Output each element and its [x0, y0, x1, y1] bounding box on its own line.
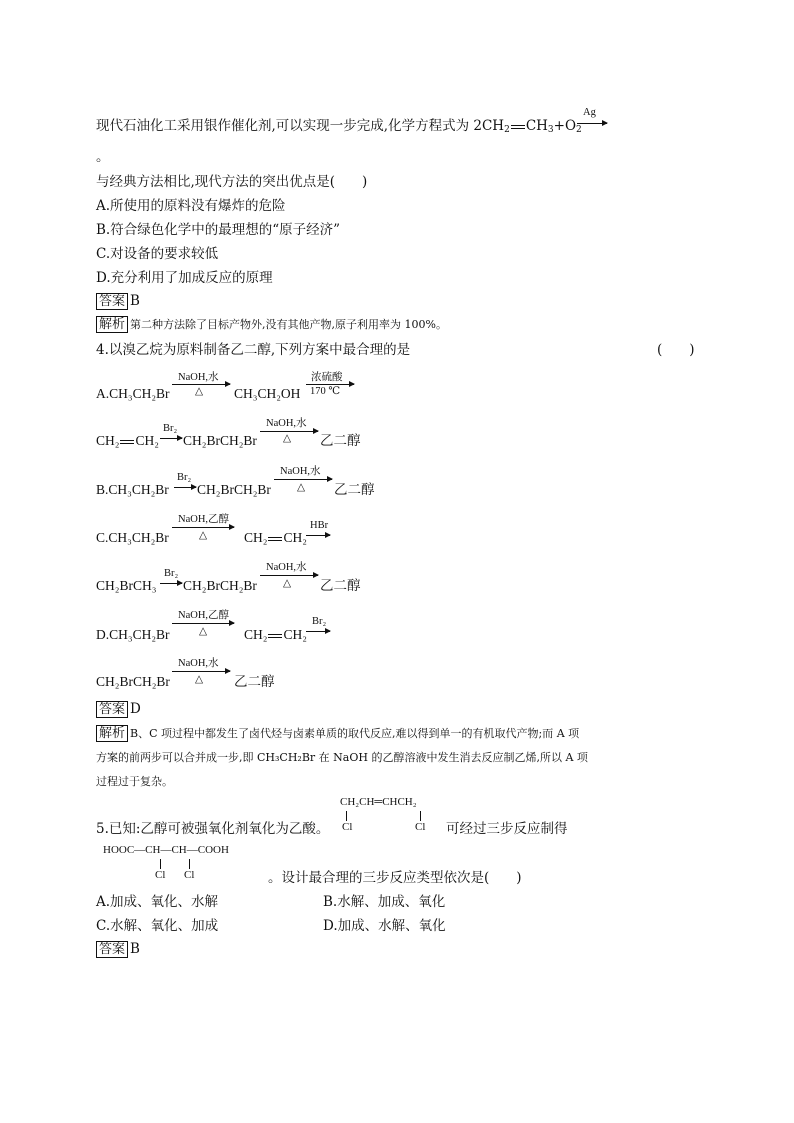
- reaction-arrow: [306, 631, 330, 632]
- q4-d-start: D.CH₃CH₂Br: [96, 627, 170, 642]
- q4-a2-line: CH₂ CH₂: [96, 433, 159, 448]
- reaction-arrow: [260, 575, 318, 576]
- reaction-arrow: [577, 123, 607, 124]
- q5-answer: 答案 B: [96, 940, 140, 958]
- q3-option-a: A.所使用的原料没有爆炸的危险: [96, 198, 286, 214]
- q5-option-c: C.水解、氧化、加成: [96, 918, 219, 934]
- answer-tag: 答案: [96, 701, 128, 718]
- q4-answer: 答案 D: [96, 700, 141, 718]
- q4-answer-paren: ( ): [657, 342, 695, 358]
- q4-c2-start: CH₂BrCH₃: [96, 578, 157, 593]
- reaction-arrow: [274, 479, 332, 480]
- q5-option-d: D.加成、水解、氧化: [323, 918, 446, 934]
- answer-tag: 答案: [96, 941, 128, 958]
- reaction-arrow: [160, 583, 182, 584]
- q4-analysis-3: 过程过于复杂。: [96, 775, 173, 788]
- analysis-tag: 解析: [96, 725, 128, 742]
- q5-option-a: A.加成、氧化、水解: [96, 894, 219, 910]
- reaction-arrow: [172, 623, 234, 624]
- q4-b-start: B.CH₃CH₂Br: [96, 482, 169, 497]
- reaction-arrow: [174, 487, 196, 488]
- q3-period: 。: [96, 149, 110, 165]
- q5-stem-c: 。设计最合理的三步反应类型依次是( ): [268, 870, 522, 886]
- reaction-arrow: [172, 527, 234, 528]
- q4-c-ethylene: CH₂ CH₂: [244, 530, 307, 545]
- q3-answer: 答案 B: [96, 292, 140, 310]
- reaction-arrow: [306, 535, 330, 536]
- q4-analysis-2: 方案的前两步可以合并成一步,即 CH₃CH₂Br 在 NaOH 的乙醇溶液中发生消去反应制乙烯,所以 A 项: [96, 751, 588, 764]
- q5-stem-b: 可经过三步反应制得: [446, 821, 568, 837]
- q4-c-start: C.CH₃CH₂Br: [96, 530, 169, 545]
- q4-a-start: A.CH₃CH₂Br: [96, 386, 170, 401]
- q4-d-ethylene: CH₂ CH₂: [244, 627, 307, 642]
- answer-tag: 答案: [96, 293, 128, 310]
- q5-option-b: B.水解、加成、氧化: [323, 894, 446, 910]
- q3-option-d: D.充分利用了加成反应的原理: [96, 270, 273, 286]
- q3-equation-line: 现代石油化工采用银作催化剂,可以实现一步完成,化学方程式为 $2CH_2$ $CH_3+O_2$: [96, 118, 582, 135]
- reaction-arrow: [160, 438, 182, 439]
- q5-struct2: HOOC—CH—CH—COOH: [103, 844, 229, 856]
- q4-d2-start: CH₂BrCH₂Br: [96, 674, 170, 689]
- q5-struct1: CH₂CH═CHCH₂: [340, 796, 417, 808]
- double-bond: [511, 125, 525, 129]
- analysis-tag: 解析: [96, 316, 128, 333]
- q4-a-mid: CH₃CH₂OH: [234, 386, 301, 401]
- q3-analysis: 解析 第二种方法除了目标产物外,没有其他产物,原子利用率为 100%。: [96, 316, 447, 334]
- reaction-arrow: [172, 671, 230, 672]
- q3-option-c: C.对设备的要求较低: [96, 246, 219, 262]
- ag-catalyst-label: Ag: [583, 107, 596, 118]
- q4-stem: 4.以溴乙烷为原料制备乙二醇,下列方案中最合理的是: [96, 342, 411, 358]
- q4-analysis-1: 解析 B、C 项过程中都发生了卤代烃与卤素单质的取代反应,难以得到单一的有机取代产物;而 A 项: [96, 725, 579, 743]
- q3-stem: 与经典方法相比,现代方法的突出优点是( ): [96, 174, 368, 190]
- q3-option-b: B.符合绿色化学中的最理想的“原子经济”: [96, 222, 341, 238]
- q5-stem-a: 5.已知:乙醇可被强氧化剂氧化为乙酸。: [96, 821, 330, 837]
